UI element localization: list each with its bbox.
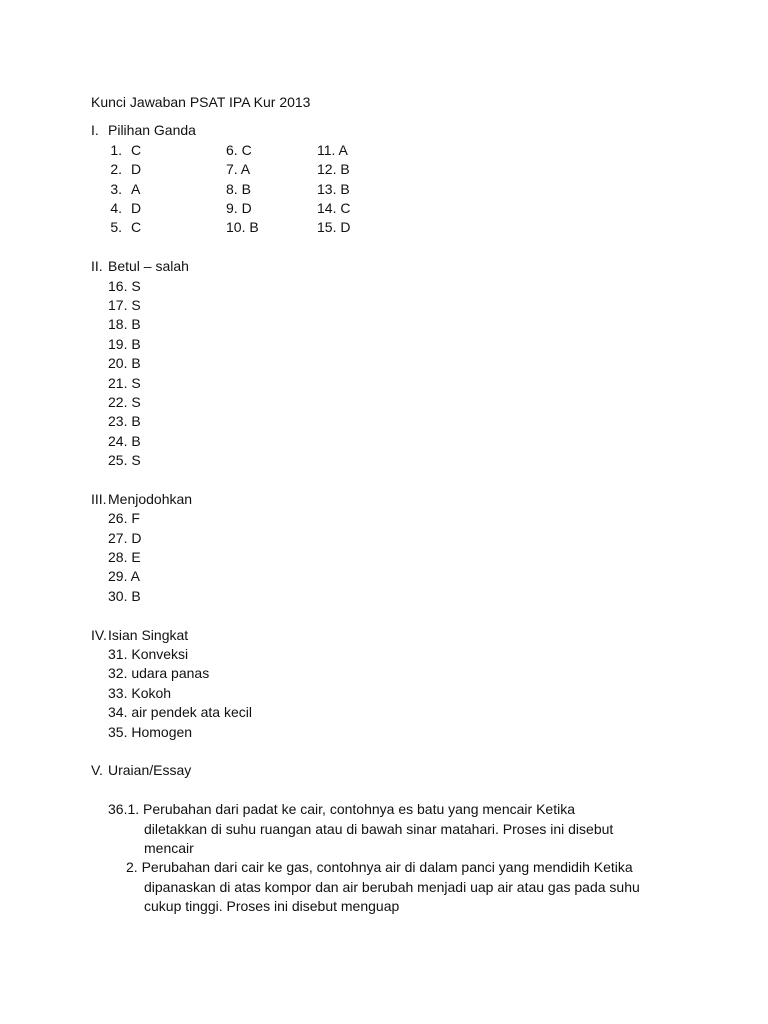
- essay-answers: [91, 800, 711, 916]
- mc-item: 6. C: [226, 141, 252, 158]
- section-2-heading: [91, 257, 711, 276]
- mc-number: 4.: [110, 199, 122, 216]
- mc-row: [91, 199, 711, 218]
- mc-row: [91, 180, 711, 199]
- essay-line: cukup tinggi. Proses ini disebut menguap: [144, 898, 400, 915]
- list-item: 26. F: [108, 510, 140, 527]
- spacer: [91, 606, 711, 625]
- matching-list: [91, 509, 711, 606]
- mc-item: 8. B: [226, 180, 251, 197]
- section-5-number: V.: [91, 762, 103, 779]
- mc-row: [91, 141, 711, 160]
- list-item: 33. Kokoh: [108, 684, 172, 701]
- essay-line: mencair: [144, 839, 194, 856]
- true-false-list: [91, 277, 711, 471]
- section-1-number: I.: [91, 122, 99, 139]
- document-page: [91, 93, 711, 917]
- list-item: 20. B: [108, 355, 141, 372]
- list-item: 30. B: [108, 587, 141, 604]
- list-item: 19. B: [108, 335, 141, 352]
- essay-line: dipanaskan di atas kompor dan air berubah menjadi uap air atau gas pada suhu: [144, 878, 640, 895]
- spacer: [91, 238, 711, 257]
- mc-row: [91, 160, 711, 179]
- essay-line-text: Perubahan dari padat ke cair, contohnya es batu yang mencair Ketika: [143, 801, 575, 818]
- spacer: [91, 742, 711, 761]
- section-3-heading: [91, 490, 711, 509]
- section-3-label: Menjodohkan: [108, 490, 193, 507]
- list-item: 18. B: [108, 316, 141, 333]
- mc-answer: C: [131, 141, 142, 158]
- mc-item: 14. C: [317, 199, 351, 216]
- list-item: 16. S: [108, 277, 141, 294]
- list-item: 21. S: [108, 374, 141, 391]
- mc-item: 15. D: [317, 219, 351, 236]
- spacer: [91, 470, 711, 489]
- section-4-heading: [91, 626, 711, 645]
- mc-answer: D: [131, 161, 142, 178]
- essay-line: diletakkan di suhu ruangan atau di bawah sinar matahari. Proses ini disebut: [144, 820, 614, 837]
- list-item: 25. S: [108, 452, 141, 469]
- mc-item: 9. D: [226, 199, 252, 216]
- section-2-label: Betul – salah: [108, 258, 189, 275]
- section-1-label: Pilihan Ganda: [108, 122, 196, 139]
- section-1-heading: [91, 121, 711, 140]
- mc-row: [91, 218, 711, 237]
- mc-answer: D: [131, 199, 142, 216]
- section-5-heading: [91, 761, 711, 780]
- essay-line-text: Perubahan dari cair ke gas, contohnya air di dalam panci yang mendidih Ketika: [141, 859, 633, 876]
- mc-number: 1.: [110, 141, 122, 158]
- list-item: 32. udara panas: [108, 665, 210, 682]
- list-item: 17. S: [108, 296, 141, 313]
- list-item: 22. S: [108, 393, 141, 410]
- spacer: [91, 781, 711, 800]
- list-item: 35. Homogen: [108, 723, 193, 740]
- mc-answer: A: [131, 180, 141, 197]
- essay-line: [91, 858, 711, 877]
- mc-item: 11. A: [317, 141, 348, 158]
- essay-line: [91, 800, 711, 819]
- mc-answer: C: [131, 219, 142, 236]
- mc-item: 13. B: [317, 180, 350, 197]
- multiple-choice-grid: [91, 141, 711, 238]
- short-answer-list: [91, 645, 711, 742]
- section-4-number: IV.: [91, 626, 107, 643]
- essay-item-1: [91, 800, 711, 858]
- essay-item-prefix: 2.: [126, 859, 138, 876]
- document-title: Kunci Jawaban PSAT IPA Kur 2013: [91, 94, 311, 110]
- mc-number: 3.: [110, 180, 122, 197]
- mc-item: 12. B: [317, 161, 350, 178]
- section-2-number: II.: [91, 258, 103, 275]
- section-4-label: Isian Singkat: [108, 626, 189, 643]
- list-item: 31. Konveksi: [108, 646, 189, 662]
- section-3-number: III.: [91, 490, 107, 507]
- mc-item: 10. B: [226, 219, 259, 236]
- list-item: 23. B: [108, 413, 141, 430]
- list-item: 28. E: [108, 549, 141, 566]
- list-item: 34. air pendek ata kecil: [108, 704, 252, 721]
- mc-number: 5.: [110, 219, 122, 236]
- mc-number: 2.: [110, 161, 122, 178]
- mc-item: 7. A: [226, 161, 251, 178]
- section-5-label: Uraian/Essay: [108, 762, 192, 779]
- list-item: 27. D: [108, 529, 142, 546]
- essay-item-prefix: 36.1.: [108, 801, 140, 818]
- list-item: 24. B: [108, 432, 141, 449]
- essay-item-2: [91, 858, 711, 916]
- list-item: 29. A: [108, 568, 140, 585]
